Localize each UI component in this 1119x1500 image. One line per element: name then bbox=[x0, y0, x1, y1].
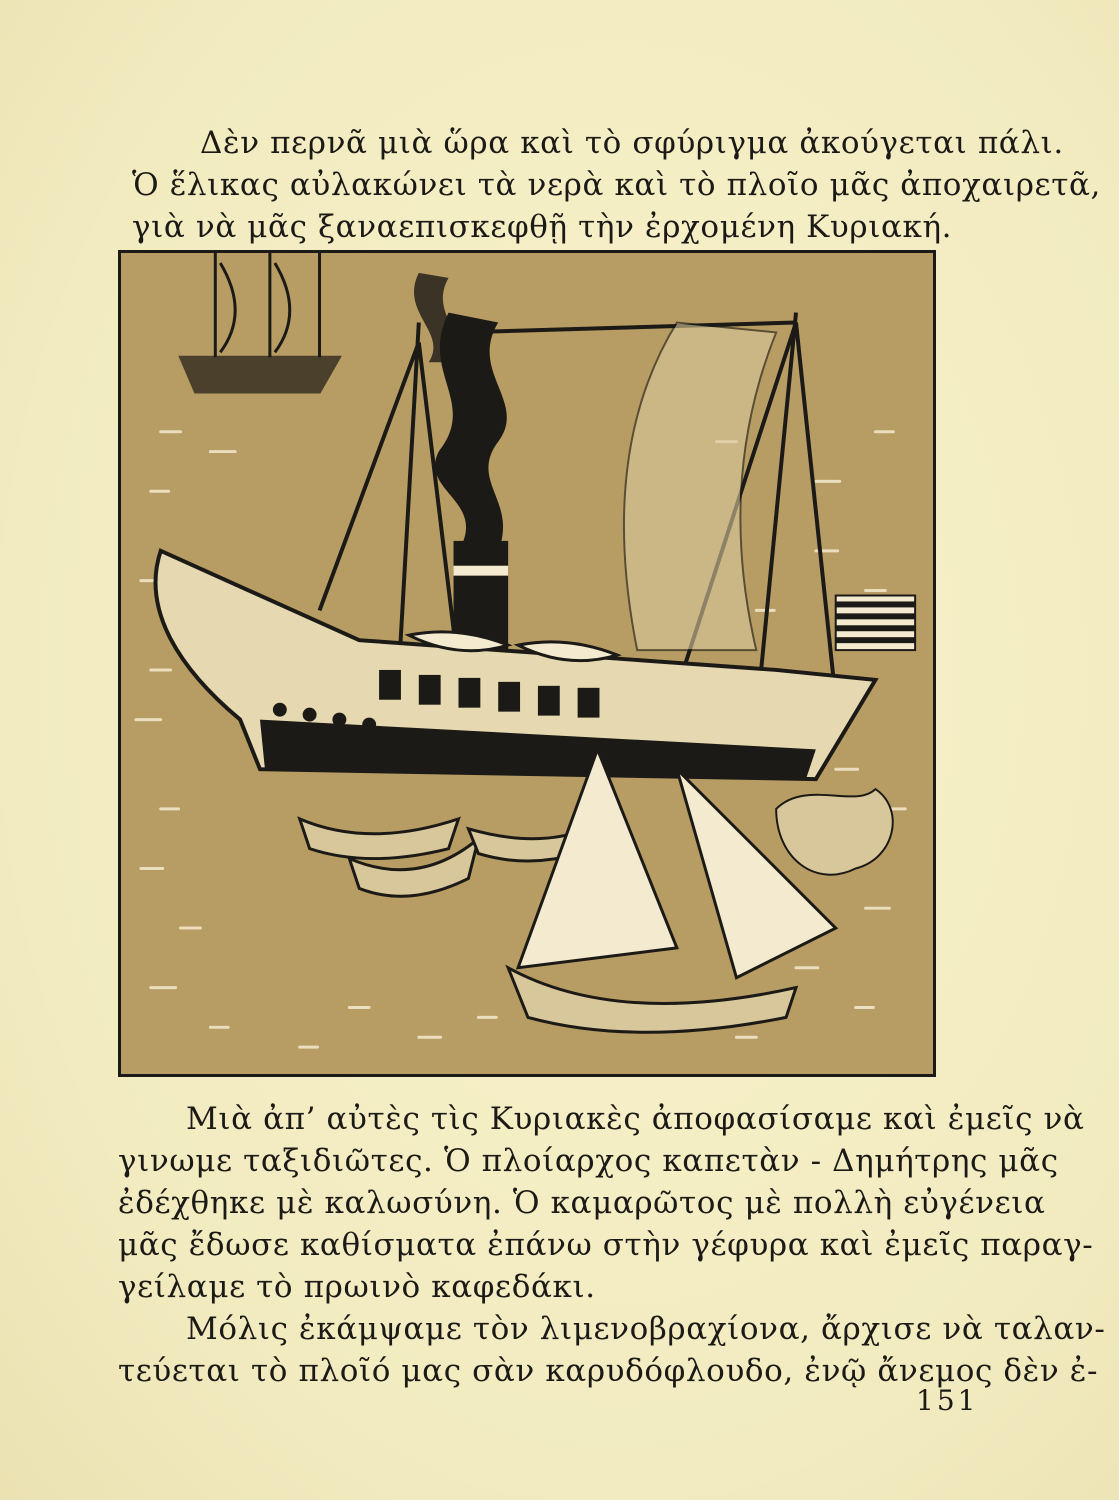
ship-illustration bbox=[118, 250, 936, 1077]
text-line: Μόλις ἐκάμψαμε τὸν λιμενοβραχίονα, ἄρχισε νὰ ταλαν- bbox=[186, 1311, 1106, 1347]
text-line: γινωμε ταξιδιῶτες. Ὁ πλοίαρχος καπετὰν - Δημήτρης μᾶς bbox=[118, 1143, 1059, 1179]
paragraph-top bbox=[132, 122, 1101, 248]
text-line: ἐδέχθηκε μὲ καλωσύνη. Ὁ καμαρῶτος μὲ πολλὴ εὐγένεια bbox=[118, 1185, 1046, 1221]
text-line: γιὰ νὰ μᾶς ξαναεπισκεφθῇ τὴν ἐρχομένη Κυριακή. bbox=[132, 209, 953, 245]
text-line: Ὁ ἕλικας αὐλακώνει τὰ νερὰ καὶ τὸ πλοῖο μᾶς ἀποχαιρετᾶ, bbox=[132, 167, 1101, 203]
text-line: γείλαμε τὸ πρωινὸ καφεδάκι. bbox=[118, 1269, 596, 1305]
text-line: Δὲν περνᾶ μιὰ ὥρα καὶ τὸ σφύριγμα ἀκούγεται πάλι. bbox=[200, 125, 1064, 161]
text-line: Μιὰ ἀπ’ αὐτὲς τὶς Κυριακὲς ἀποφασίσαμε καὶ ἐμεῖς νὰ bbox=[186, 1101, 1085, 1137]
text-line: τεύεται τὸ πλοῖό μας σὰν καρυδόφλουδο, ἐνῷ ἄνεμος δὲν ἐ- bbox=[118, 1353, 1099, 1389]
text-line: μᾶς ἔδωσε καθίσματα ἐπάνω στὴν γέφυρα καὶ ἐμεῖς παραγ- bbox=[118, 1227, 1094, 1263]
page-number: 151 bbox=[916, 1384, 979, 1417]
ship-illustration-drawing bbox=[121, 253, 933, 1074]
greek-flag-icon bbox=[836, 596, 915, 651]
paragraph-bottom bbox=[118, 1098, 1105, 1392]
